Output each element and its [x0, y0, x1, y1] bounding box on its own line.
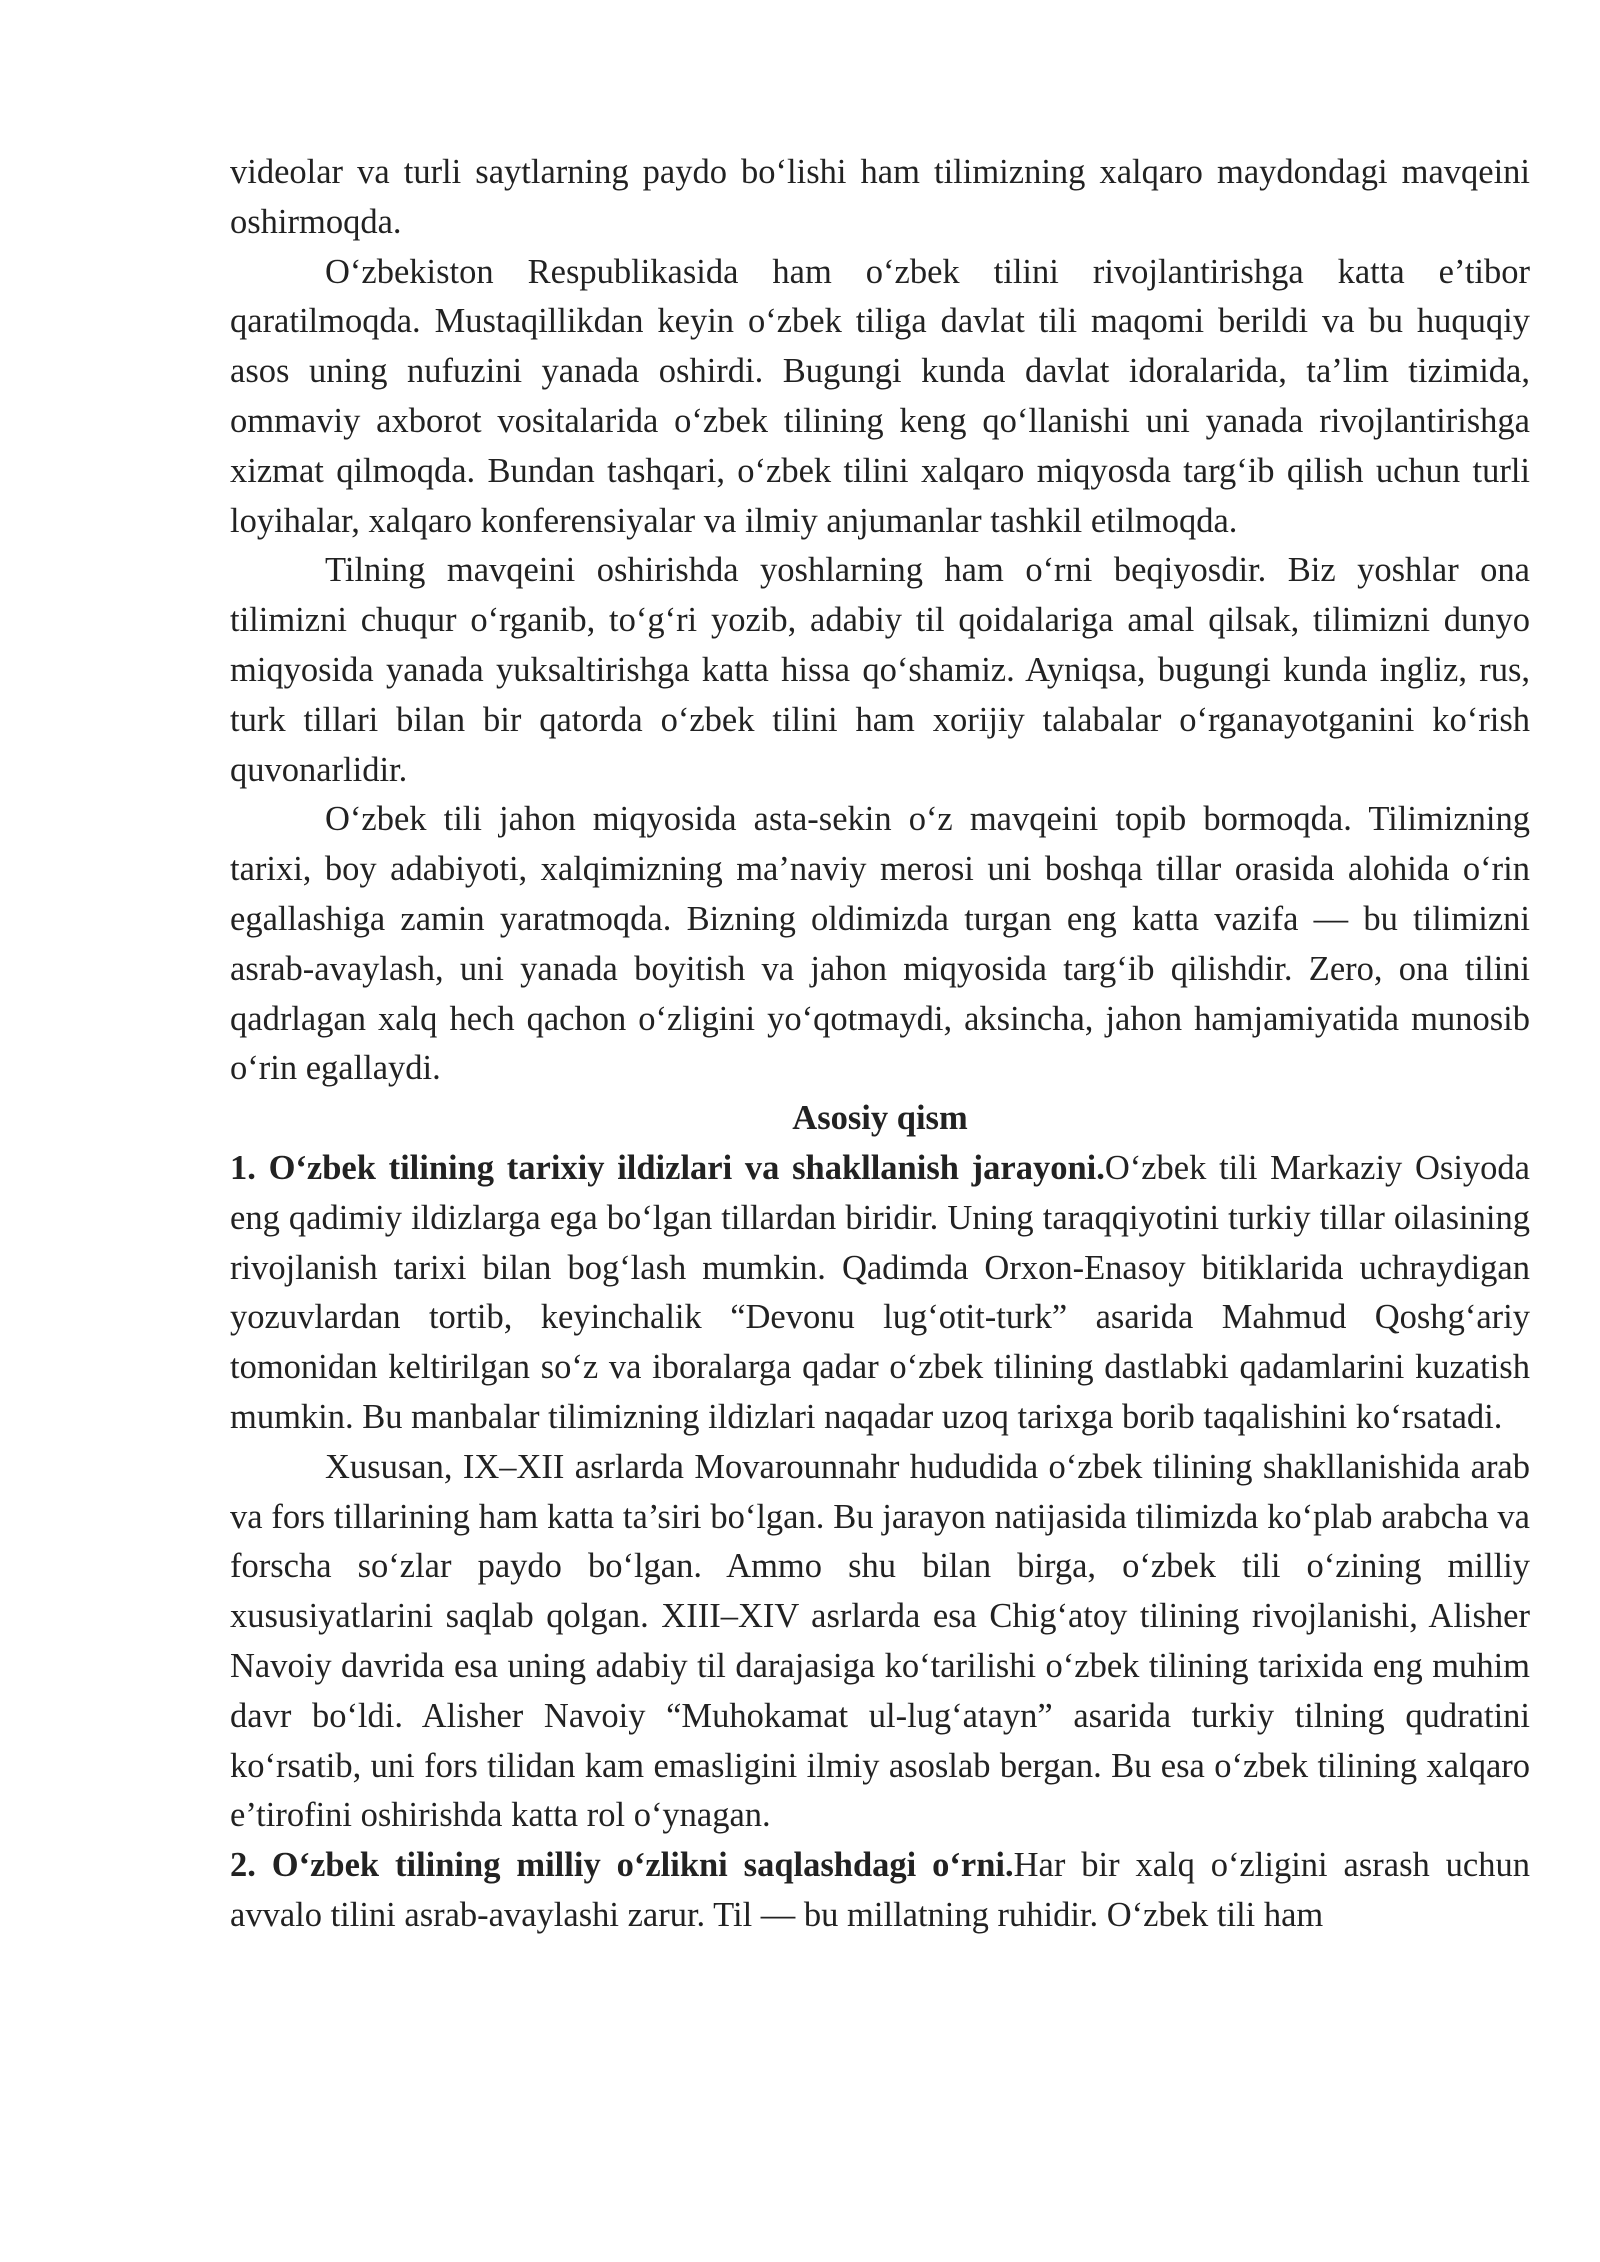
- section-2-title: 2. Oʻzbek tilining milliy oʻzlikni saqlashdagi oʻrni.: [230, 1846, 1014, 1885]
- paragraph-continuation: videolar va turli saytlarning paydo boʻlishi ham tilimizning xalqaro maydondagi mavqeini oshirmoqda.: [230, 153, 1530, 241]
- section-heading: Asosiy qism: [792, 1099, 968, 1138]
- section-1-paragraph: [230, 1144, 1530, 1443]
- section-2-text: Har bir xalq oʻzligini asrash uchun avvalo tilini asrab-avaylashi zarur. Til — bu millatning ruhidir. Oʻzbek tili ham: [230, 1846, 1530, 1934]
- section-1-title: 1. Oʻzbek tilining tarixiy ildizlari va shakllanish jarayoni.: [230, 1148, 1105, 1187]
- section-1-text: Oʻzbek tili Markaziy Osiyoda eng qadimiy ildizlarga ega boʻlgan tillardan biridir. Uning taraqqiyotini turkiy tillar oilasining rivojlanish tarixi bilan bogʻlash mumkin. Qadimda Orxon-Enasoy bitiklarida uchraydigan yozuvlardan tortib, keyinchalik “Devonu lugʻotit-turk” asarida Mahmud Qoshgʻariy tomonidan keltirilgan soʻz va iboralarga qadar oʻzbek tilining dastlabki qadamlarini kuzatish mumkin. Bu manbalar tilimizning ildizlari naqadar uzoq tarixga borib taqalishini koʻrsatadi.: [230, 1148, 1530, 1436]
- paragraph-world-status: Oʻzbek tili jahon miqyosida asta-sekin oʻz mavqeini topib bormoqda. Tilimizning tarixi, boy adabiyoti, xalqimizning ma’naviy merosi uni boshqa tillar orasida alohida oʻrin egallashiga zamin yaratmoqda. Bizning oldimizda turgan eng katta vazifa — bu tilimizni asrab-avaylash, uni yanada boyitish va jahon miqyosida targʻib qilishdir. Zero, ona tilini qadrlagan xalq hech qachon oʻzligini yoʻqotmaydi, aksincha, jahon hamjamiyatida munosib oʻrin egallaydi.: [230, 800, 1530, 1088]
- paragraph-youth-role: Tilning mavqeini oshirishda yoshlarning ham oʻrni beqiyosdir. Biz yoshlar ona tilimizni chuqur oʻrganib, toʻgʻri yozib, adabiy til qoidalariga amal qilsak, tilimizni dunyo miqyosida yanada yuksaltirishga katta hissa qoʻshamiz. Ayniqsa, bugungi kunda ingliz, rus, turk tillari bilan bir qatorda oʻzbek tilini ham xorijiy talabalar oʻrganayotganini koʻrish quvonarlidir.: [230, 551, 1530, 789]
- paragraph-history: Xususan, IX–XII asrlarda Movarounnahr hududida oʻzbek tilining shakllanishida arab va fors tillarining ham katta ta’siri boʻlgan. Bu jarayon natijasida tilimizda koʻplab arabcha va forscha soʻzlar paydo boʻlgan. Ammo shu bilan birga, oʻzbek tili oʻzining milliy xususiyatlarini saqlab qolgan. XIII–XIV asrlarda esa Chigʻatoy tilining rivojlanishi, Alisher Navoiy davrida esa uning adabiy til darajasiga koʻtarilishi oʻzbek tilining tarixida eng muhim davr boʻldi. Alisher Navoiy “Muhokamat ul-lugʻatayn” asarida turkiy tilning qudratini koʻrsatib, uni fors tilidan kam emasligini ilmiy asoslab bergan. Bu esa oʻzbek tilining xalqaro e’tirofini oshirishda katta rol oʻynagan.: [230, 1447, 1530, 1835]
- paragraph-state-support: Oʻzbekiston Respublikasida ham oʻzbek tilini rivojlantirishga katta e’tibor qaratilmoqda. Mustaqillikdan keyin oʻzbek tiliga davlat tili maqomi berildi va bu huquqiy asos uning nufuzini yanada oshirdi. Bugungi kunda davlat idoralarida, ta’lim tizimida, ommaviy axborot vositalarida oʻzbek tilining keng qoʻllanishi uni yanada rivojlantirishga xizmat qilmoqda. Bundan tashqari, oʻzbek tilini xalqaro miqyosda targʻib qilish uchun turli loyihalar, xalqaro konferensiyalar va ilmiy anjumanlar tashkil etilmoqda.: [230, 252, 1530, 540]
- section-2-paragraph: [230, 1841, 1530, 1941]
- document-page: [230, 148, 1530, 1941]
